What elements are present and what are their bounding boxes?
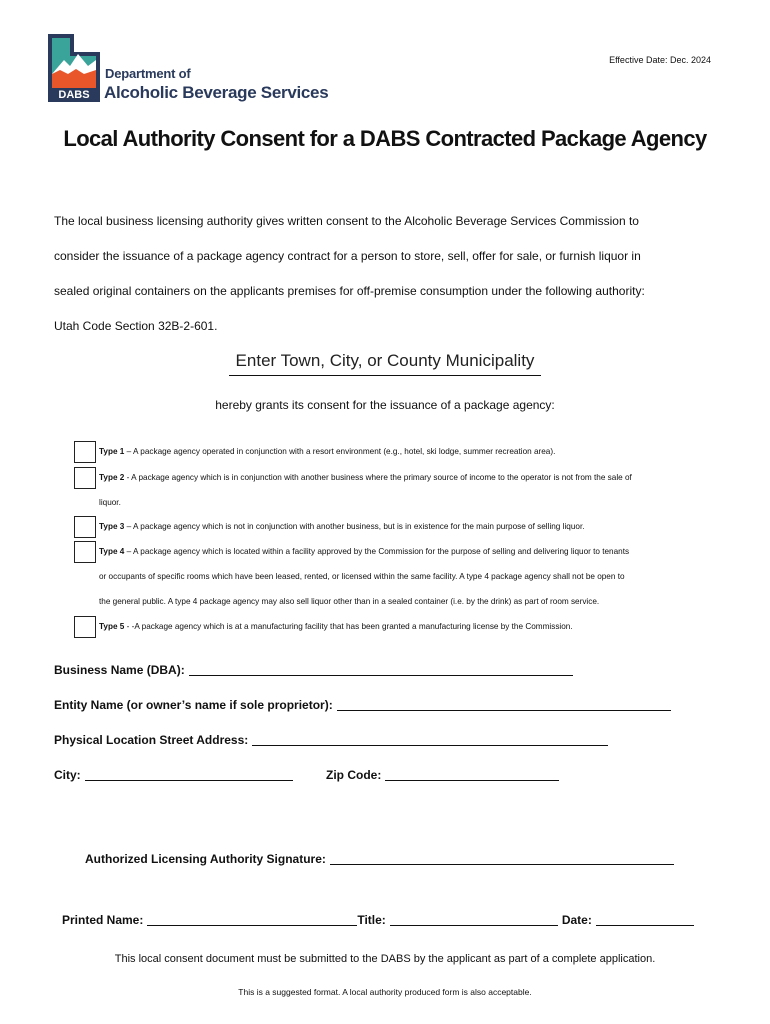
street-address-input[interactable] xyxy=(252,735,608,747)
type-4-text-3: the general public. A type 4 package agency may also sell liquor other than in a sealed container (i.e. by the drink) as part of room service. xyxy=(99,597,600,606)
type-2-description xyxy=(99,472,632,483)
municipality-field-wrap xyxy=(229,349,541,376)
signature-line xyxy=(330,852,674,865)
signature-label: Authorized Licensing Authority Signature: xyxy=(85,852,326,866)
logo-dept-line: Department of xyxy=(105,66,191,81)
title-input[interactable] xyxy=(390,915,558,927)
zip-label: Zip Code: xyxy=(326,768,382,782)
type-1-label: Type 1 xyxy=(99,447,125,456)
signature-input[interactable] xyxy=(330,854,674,866)
zip-line xyxy=(385,768,559,781)
effective-date: Effective Date: Dec. 2024 xyxy=(609,55,711,65)
street-address-label: Physical Location Street Address: xyxy=(54,733,249,747)
type-4-text-2: or occupants of specific rooms which have been leased, rented, or licensed within the same facility. A type 4 package agency shall not be open to xyxy=(99,572,625,581)
zip-row xyxy=(326,768,559,782)
intro-line-2: consider the issuance of a package agency contract for a person to store, sell, offer for sale, or furnish liquor in xyxy=(54,249,641,263)
type-1-text-1: – A package agency operated in conjunction with a resort environment (e.g., hotel, ski lodge, summer recreation area). xyxy=(126,447,556,456)
type-2-text-1: - A package agency which is in conjunction with another business where the primary source of income to the operator is not from the sale of xyxy=(126,473,632,482)
entity-name-label: Entity Name (or owner’s name if sole proprietor): xyxy=(54,698,333,712)
date-label: Date: xyxy=(561,913,592,927)
municipality-input[interactable] xyxy=(229,349,541,376)
type-4-description xyxy=(99,546,629,557)
printed-name-label: Printed Name: xyxy=(62,913,144,927)
entity-name-row xyxy=(54,698,671,712)
entity-name-input[interactable] xyxy=(337,700,671,712)
type-3-description xyxy=(99,521,585,532)
grants-consent-text: hereby grants its consent for the issuance of a package agency: xyxy=(215,398,555,412)
type-5-description xyxy=(99,621,573,632)
dabs-logo xyxy=(46,30,102,104)
type-4-checkbox[interactable] xyxy=(74,541,96,563)
printed-name-line xyxy=(147,913,357,926)
type-5-label: Type 5 xyxy=(99,622,125,631)
type-3-label: Type 3 xyxy=(99,522,125,531)
title-line xyxy=(390,913,558,926)
type-1-description xyxy=(99,446,555,457)
type-2-label: Type 2 xyxy=(99,473,125,482)
business-name-label: Business Name (DBA): xyxy=(54,663,185,677)
intro-line-1: The local business licensing authority gives written consent to the Alcoholic Beverage Services Commission to xyxy=(54,214,639,228)
submit-note: This local consent document must be submitted to the DABS by the applicant as part of a complete application. xyxy=(114,953,656,965)
city-label: City: xyxy=(54,768,81,782)
street-address-line xyxy=(252,733,608,746)
intro-line-3: sealed original containers on the applicants premises for off-premise consumption under the following authority: xyxy=(54,284,645,298)
type-5-text-1: - -A package agency which is at a manufacturing facility that has been granted a manufacturing license by the Commission. xyxy=(126,622,573,631)
format-note: This is a suggested format. A local authority produced form is also acceptable. xyxy=(238,987,532,997)
city-input[interactable] xyxy=(85,770,293,782)
type-3-checkbox[interactable] xyxy=(74,516,96,538)
type-2-checkbox[interactable] xyxy=(74,467,96,489)
entity-name-line xyxy=(337,698,671,711)
business-name-input[interactable] xyxy=(189,665,573,677)
logo-badge-text: DABS xyxy=(58,89,90,101)
intro-line-4: Utah Code Section 32B-2-601. xyxy=(54,319,218,333)
type-5-checkbox[interactable] xyxy=(74,616,96,638)
type-3-text-1: – A package agency which is not in conjunction with another business, but is in existence for the main purpose of selling liquor. xyxy=(126,522,585,531)
zip-input[interactable] xyxy=(385,770,559,782)
type-4-text-1: – A package agency which is located within a facility approved by the Commission for the purpose of selling and delivering liquor to tenants xyxy=(126,547,630,556)
page-title: Local Authority Consent for a DABS Contracted Package Agency xyxy=(63,126,707,151)
city-row xyxy=(54,768,293,782)
type-2-text-2: liquor. xyxy=(99,498,121,507)
date-input[interactable] xyxy=(596,915,694,927)
printed-name-row xyxy=(62,913,694,927)
street-address-row xyxy=(54,733,608,747)
type-1-checkbox[interactable] xyxy=(74,441,96,463)
printed-name-input[interactable] xyxy=(147,915,357,927)
business-name-line xyxy=(189,663,573,676)
date-line xyxy=(596,913,694,926)
logo-agency-line: Alcoholic Beverage Services xyxy=(104,83,329,102)
type-4-label: Type 4 xyxy=(99,547,125,556)
business-name-row xyxy=(54,663,573,677)
signature-row xyxy=(85,852,674,866)
city-line xyxy=(85,768,293,781)
title-label: Title: xyxy=(357,913,386,927)
